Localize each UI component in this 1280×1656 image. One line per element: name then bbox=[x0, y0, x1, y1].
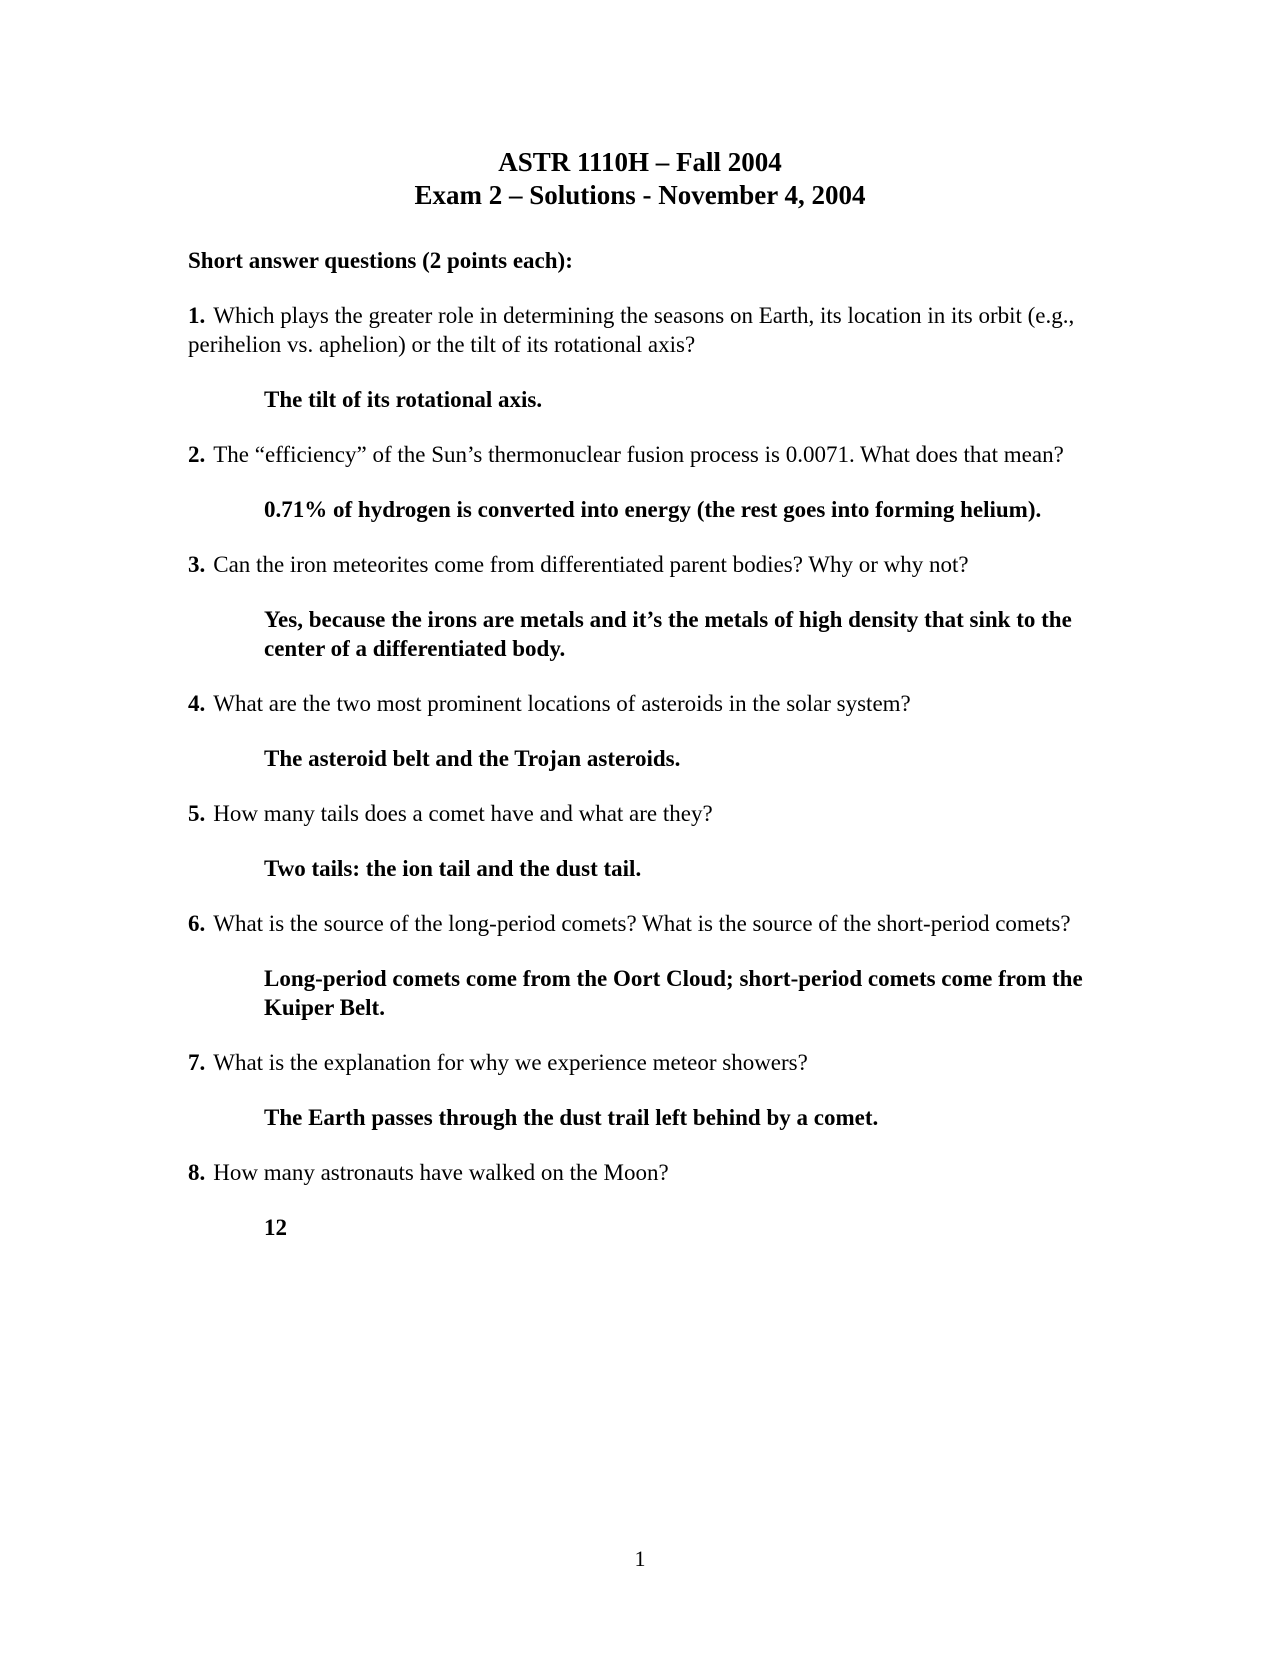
question-3 bbox=[188, 550, 1088, 579]
page-number: 1 bbox=[634, 1546, 646, 1571]
question-number: 3. bbox=[188, 552, 206, 577]
question-number: 2. bbox=[188, 442, 206, 467]
answer-2: 0.71% of hydrogen is converted into energy (the rest goes into forming helium). bbox=[264, 497, 1042, 522]
question-number: 7. bbox=[188, 1050, 206, 1075]
title-exam-line: Exam 2 – Solutions - November 4, 2004 bbox=[414, 180, 866, 210]
question-number: 8. bbox=[188, 1160, 206, 1185]
question-6 bbox=[188, 909, 1088, 938]
question-number: 6. bbox=[188, 911, 206, 936]
question-text: How many tails does a comet have and what are they? bbox=[213, 801, 713, 826]
answer-7: The Earth passes through the dust trail left behind by a comet. bbox=[264, 1105, 879, 1130]
question-text: What is the explanation for why we experience meteor showers? bbox=[213, 1050, 808, 1075]
question-4 bbox=[188, 689, 1088, 718]
question-text: Which plays the greater role in determining the seasons on Earth, its location in its orbit (e.g., perihelion vs. aphelion) or the tilt of its rotational axis? bbox=[188, 303, 1075, 357]
question-8 bbox=[188, 1158, 1088, 1187]
answer-3: Yes, because the irons are metals and it’s the metals of high density that sink to the center of a differentiated body. bbox=[264, 607, 1072, 661]
question-1 bbox=[188, 301, 1088, 359]
question-text: What are the two most prominent locations of asteroids in the solar system? bbox=[213, 691, 911, 716]
question-text: What is the source of the long-period comets? What is the source of the short-period comets? bbox=[213, 911, 1071, 936]
answer-5: Two tails: the ion tail and the dust tail. bbox=[264, 856, 642, 881]
section-heading: Short answer questions (2 points each): bbox=[188, 248, 573, 273]
answer-8: 12 bbox=[264, 1215, 287, 1240]
question-text: How many astronauts have walked on the Moon? bbox=[213, 1160, 669, 1185]
question-2 bbox=[188, 440, 1088, 469]
question-number: 5. bbox=[188, 801, 206, 826]
answer-4: The asteroid belt and the Trojan asteroids. bbox=[264, 746, 681, 771]
question-text: The “efficiency” of the Sun’s thermonuclear fusion process is 0.0071. What does that mean? bbox=[213, 442, 1064, 467]
question-5 bbox=[188, 799, 1088, 828]
exam-content bbox=[188, 246, 1088, 1268]
question-text: Can the iron meteorites come from differentiated parent bodies? Why or why not? bbox=[213, 552, 969, 577]
question-number: 1. bbox=[188, 303, 206, 328]
document-title bbox=[0, 146, 1280, 212]
answer-6: Long-period comets come from the Oort Cloud; short-period comets come from the Kuiper Belt. bbox=[264, 966, 1083, 1020]
answer-1: The tilt of its rotational axis. bbox=[264, 387, 543, 412]
title-course-line: ASTR 1110H – Fall 2004 bbox=[498, 147, 782, 177]
question-7 bbox=[188, 1048, 1088, 1077]
question-number: 4. bbox=[188, 691, 206, 716]
